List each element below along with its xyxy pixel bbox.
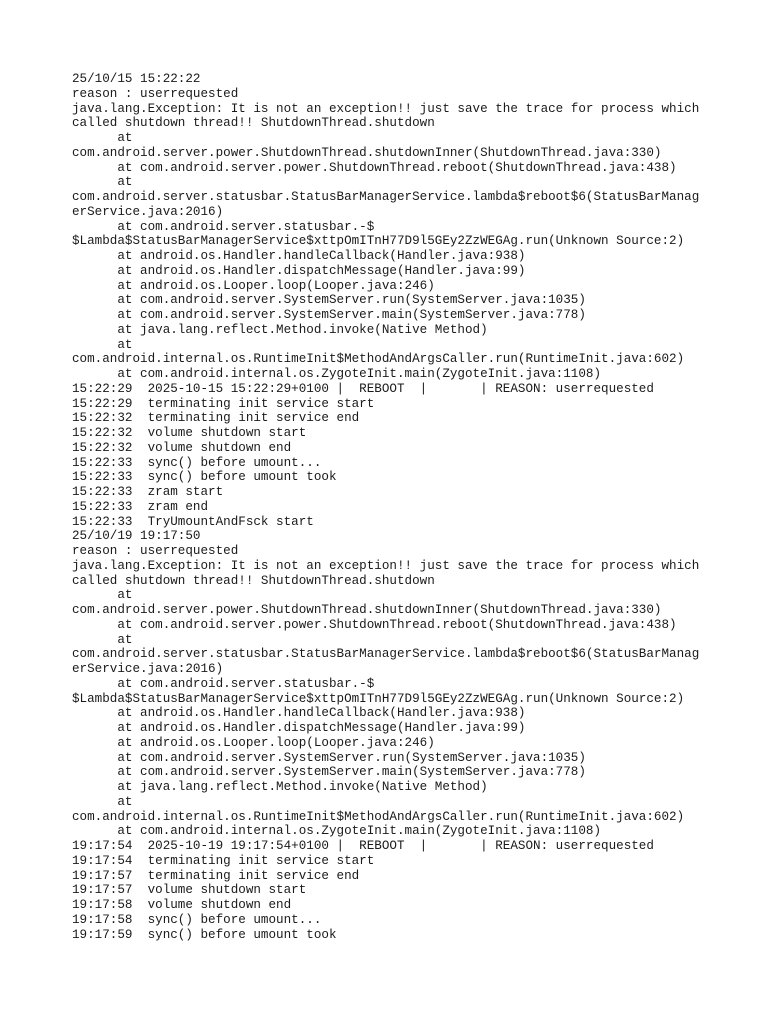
log-line: 15:22:32 volume shutdown end xyxy=(72,440,292,455)
log-line: 19:17:59 sync() before umount took xyxy=(72,927,337,942)
log-line: at android.os.Looper.loop(Looper.java:246) xyxy=(72,735,435,750)
log-line: reason : userrequested xyxy=(72,544,239,558)
log-line: 19:17:58 sync() before umount... xyxy=(72,912,322,927)
log-line: at com.android.server.SystemServer.main(SystemServer.java:778) xyxy=(72,308,586,322)
log-line: at android.os.Handler.dispatchMessage(Handler.java:99) xyxy=(72,263,526,278)
log-line: at com.android.server.statusbar.-$ xyxy=(72,676,375,691)
log-line: at java.lang.reflect.Method.invoke(Native Method) xyxy=(72,322,488,337)
log-line: 15:22:32 volume shutdown start xyxy=(72,426,307,440)
log-line: 25/10/15 15:22:22 xyxy=(72,72,201,86)
log-line: at xyxy=(72,337,133,352)
log-line: at xyxy=(72,632,133,647)
log-line: at android.os.Looper.loop(Looper.java:246) xyxy=(72,278,435,293)
log-line: at xyxy=(72,175,133,190)
log-line: 19:17:54 terminating init service start xyxy=(72,853,375,868)
log-line: 19:17:58 volume shutdown end xyxy=(72,898,292,912)
log-line: com.android.internal.os.RuntimeInit$MethodAndArgsCaller.run(RuntimeInit.java:602) xyxy=(72,352,685,367)
log-line: com.android.server.statusbar.StatusBarManagerService.lambda$reboot$6(StatusBarManag xyxy=(72,190,700,204)
log-line: com.android.server.power.ShutdownThread.shutdownInner(ShutdownThread.java:330) xyxy=(72,603,662,617)
log-line: 19:17:57 volume shutdown start xyxy=(72,883,307,898)
log-line: 15:22:33 zram end xyxy=(72,499,209,514)
log-line: java.lang.Exception: It is not an exception!! just save the trace for process which xyxy=(72,101,700,116)
log-line: at xyxy=(72,131,133,145)
log-line: reason : userrequested xyxy=(72,86,239,101)
log-line: erService.java:2016) xyxy=(72,662,224,676)
log-line: java.lang.Exception: It is not an exception!! just save the trace for process which xyxy=(72,558,700,573)
log-line: at xyxy=(72,588,133,603)
log-line: 15:22:29 2025-10-15 15:22:29+0100 | REBOOT | | REASON: userrequested xyxy=(72,381,654,396)
log-line: 15:22:33 sync() before umount took xyxy=(72,470,337,485)
log-line: 15:22:33 zram start xyxy=(72,485,224,499)
log-line: 15:22:33 TryUmountAndFsck start xyxy=(72,514,314,529)
log-line: at com.android.server.SystemServer.main(SystemServer.java:778) xyxy=(72,765,586,780)
log-line: com.android.internal.os.RuntimeInit$MethodAndArgsCaller.run(RuntimeInit.java:602) xyxy=(72,809,685,824)
log-line: at android.os.Handler.handleCallback(Handler.java:938) xyxy=(72,249,526,263)
log-line: com.android.server.statusbar.StatusBarManagerService.lambda$reboot$6(StatusBarManag xyxy=(72,647,700,662)
log-line: 15:22:33 sync() before umount... xyxy=(72,455,322,470)
log-line: at java.lang.reflect.Method.invoke(Native Method) xyxy=(72,780,488,794)
log-line: at com.android.server.SystemServer.run(SystemServer.java:1035) xyxy=(72,293,586,308)
log-line: $Lambda$StatusBarManagerService$xttpOmITnH77D9l5GEy2ZzWEGAg.run(Unknown Source:2) xyxy=(72,691,685,706)
log-line: at com.android.server.SystemServer.run(SystemServer.java:1035) xyxy=(72,750,586,765)
log-line: at com.android.server.statusbar.-$ xyxy=(72,219,375,234)
log-line: erService.java:2016) xyxy=(72,204,224,219)
log-line: 25/10/19 19:17:50 xyxy=(72,529,201,544)
log-line: 15:22:32 terminating init service end xyxy=(72,411,360,426)
log-line: at com.android.internal.os.ZygoteInit.main(ZygoteInit.java:1108) xyxy=(72,367,602,381)
log-line: 19:17:57 terminating init service end xyxy=(72,868,360,883)
log-line: $Lambda$StatusBarManagerService$xttpOmITnH77D9l5GEy2ZzWEGAg.run(Unknown Source:2) xyxy=(72,234,685,249)
log-line: 15:22:29 terminating init service start xyxy=(72,396,375,411)
log-line: at com.android.server.power.ShutdownThread.reboot(ShutdownThread.java:438) xyxy=(72,160,677,175)
log-line: called shutdown thread!! ShutdownThread.shutdown xyxy=(72,116,435,131)
log-line: at com.android.internal.os.ZygoteInit.main(ZygoteInit.java:1108) xyxy=(72,824,602,839)
log-line: 19:17:54 2025-10-19 19:17:54+0100 | REBOOT | | REASON: userrequested xyxy=(72,839,654,853)
log-line: called shutdown thread!! ShutdownThread.shutdown xyxy=(72,573,435,588)
log-line: at com.android.server.power.ShutdownThread.reboot(ShutdownThread.java:438) xyxy=(72,617,677,632)
log-line: at android.os.Handler.handleCallback(Handler.java:938) xyxy=(72,706,526,721)
log-text-block xyxy=(72,72,712,942)
log-line: at android.os.Handler.dispatchMessage(Handler.java:99) xyxy=(72,721,526,735)
log-line: at xyxy=(72,794,133,809)
log-line: com.android.server.power.ShutdownThread.shutdownInner(ShutdownThread.java:330) xyxy=(72,145,662,160)
